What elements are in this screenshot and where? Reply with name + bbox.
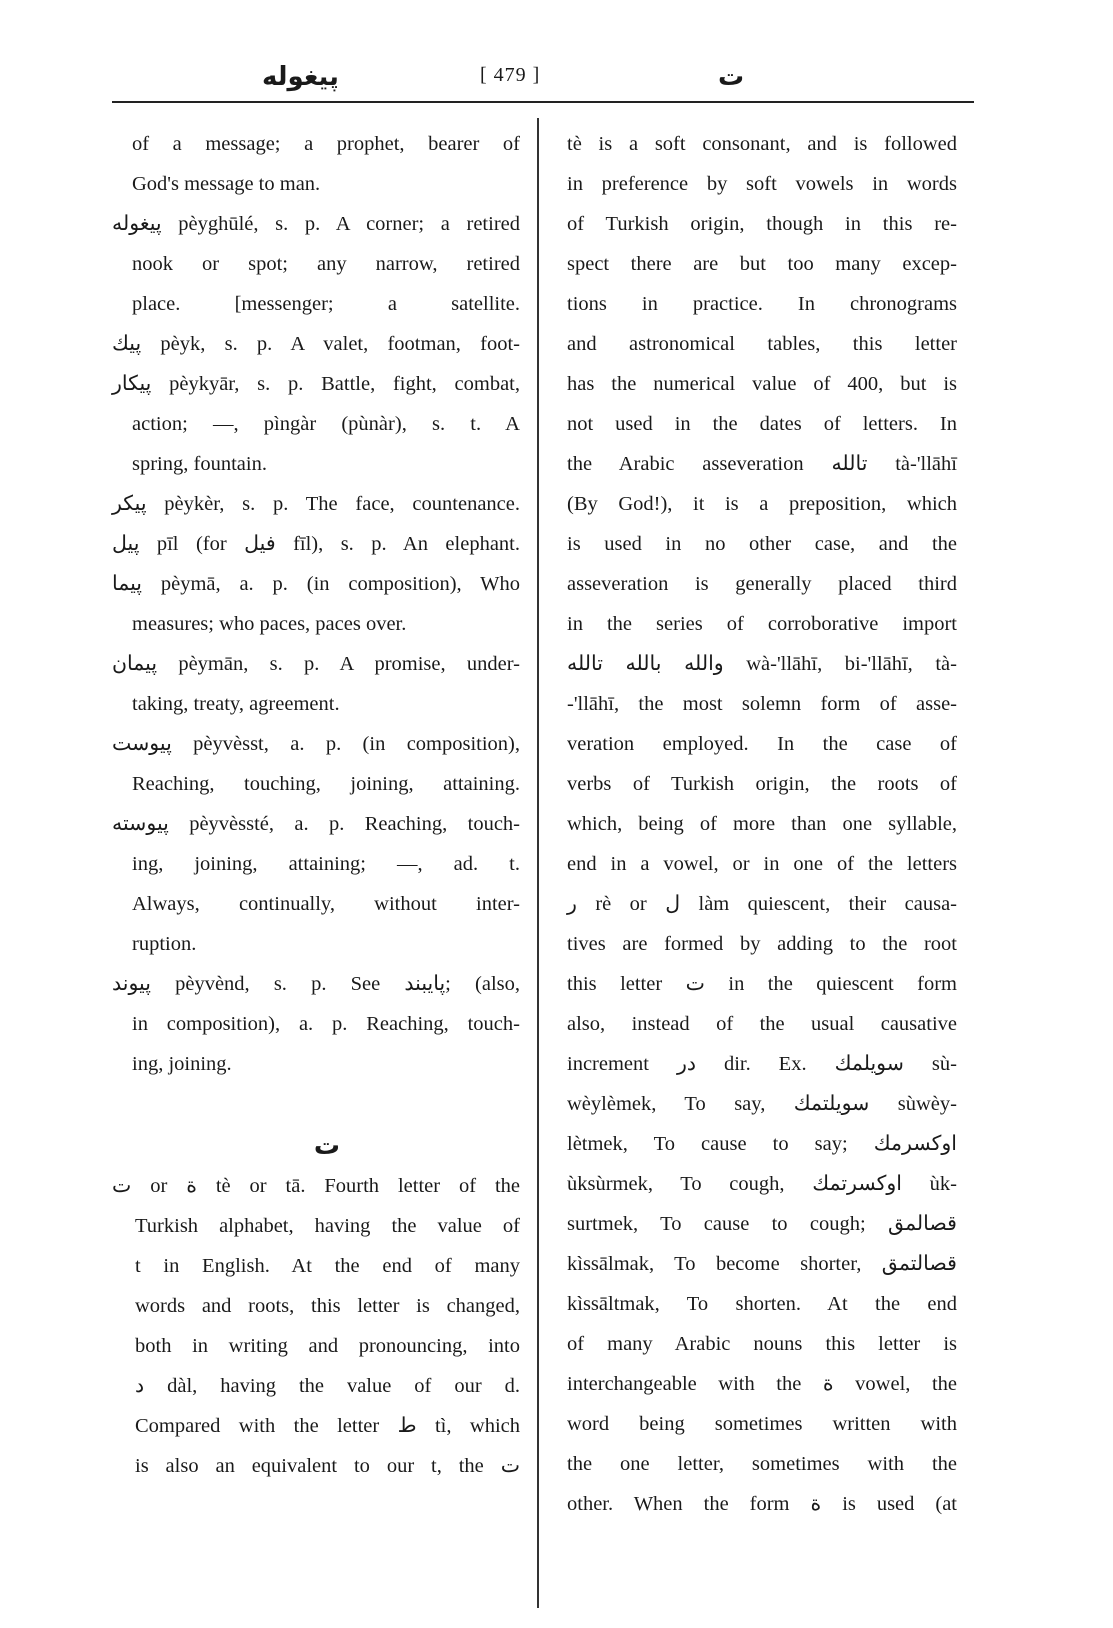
section-heading: ت bbox=[313, 1131, 341, 1161]
entry-line: پیوست pèyvèsst, a. p. (in composition), bbox=[112, 733, 520, 755]
text-line: the Arabic asseveration تالله tà-'llāhī bbox=[567, 453, 957, 475]
text-line: the one letter, sometimes with the bbox=[567, 1453, 957, 1475]
text-line: this letter ت in the quiescent form bbox=[567, 973, 957, 995]
text-line: God's message to man. bbox=[132, 173, 321, 195]
entry-line: پیكر pèykèr, s. p. The face, countenance. bbox=[112, 493, 520, 515]
text-line: (By God!), it is a preposition, which bbox=[567, 493, 957, 515]
text-line: has the numerical value of 400, but is bbox=[567, 373, 957, 395]
text-line: place. [messenger; a satellite. bbox=[132, 293, 520, 315]
text-line: surtmek, To cause to cough; قصالمق bbox=[567, 1213, 957, 1235]
spacer bbox=[112, 1084, 520, 1126]
left-column bbox=[112, 124, 520, 1486]
text-line: in the series of corroborative import bbox=[567, 613, 957, 635]
text-line: tions in practice. In chronograms bbox=[567, 293, 957, 315]
text-line: action; —, pìngàr (pùnàr), s. t. A bbox=[132, 413, 520, 435]
text-line: lètmek, To cause to say; اوكسرمك bbox=[567, 1133, 957, 1155]
text-line: of many Arabic nouns this letter is bbox=[567, 1333, 957, 1355]
right-column bbox=[567, 124, 957, 1524]
entry-line: پیوند pèyvènd, s. p. See پایبند; (also, bbox=[112, 973, 520, 995]
text-line: is also an equivalent to our t, the ت bbox=[135, 1455, 520, 1477]
text-line: words and roots, this letter is changed, bbox=[135, 1295, 520, 1317]
text-line: kìssāltmak, To shorten. At the end bbox=[567, 1293, 957, 1315]
text-line: ruption. bbox=[132, 933, 197, 955]
text-line: and astronomical tables, this letter bbox=[567, 333, 957, 355]
text-line: verbs of Turkish origin, the roots of bbox=[567, 773, 957, 795]
text-line: asseveration is generally placed third bbox=[567, 573, 957, 595]
text-line: in preference by soft vowels in words bbox=[567, 173, 957, 195]
entry-line: پیل pīl (for فیل fīl), s. p. An elephant. bbox=[112, 533, 520, 555]
text-line: increment در dir. Ex. سویلمك sù- bbox=[567, 1053, 957, 1075]
text-line: kìssālmak, To become shorter, قصالتمق bbox=[567, 1253, 957, 1275]
entry-line: پیك pèyk, s. p. A valet, footman, foot- bbox=[112, 333, 520, 355]
text-line: of Turkish origin, though in this re- bbox=[567, 213, 957, 235]
entry-line: پیما pèymā, a. p. (in composition), Who bbox=[112, 573, 520, 595]
text-line: taking, treaty, agreement. bbox=[132, 693, 340, 715]
text-line: is used in no other case, and the bbox=[567, 533, 957, 555]
text-line: wèylèmek, To say, سویلتمك sùwèy- bbox=[567, 1093, 957, 1115]
page-header bbox=[112, 58, 972, 98]
text-line: Turkish alphabet, having the value of bbox=[135, 1215, 520, 1237]
text-line: ing, joining. bbox=[132, 1053, 232, 1075]
text-line: Reaching, touching, joining, attaining. bbox=[132, 773, 520, 795]
text-line: Compared with the letter ط tì, which bbox=[135, 1415, 520, 1437]
text-line: not used in the dates of letters. In bbox=[567, 413, 957, 435]
text-line: other. When the form ة is used (at bbox=[567, 1493, 957, 1515]
text-line: end in a vowel, or in one of the letters bbox=[567, 853, 957, 875]
entry-line: پیمان pèymān, s. p. A promise, under- bbox=[112, 653, 520, 675]
text-line: t in English. At the end of many bbox=[135, 1255, 520, 1277]
column-divider bbox=[537, 118, 539, 1608]
header-left-catchword: پیغوله bbox=[262, 62, 339, 92]
text-line: which, being of more than one syllable, bbox=[567, 813, 957, 835]
text-line: nook or spot; any narrow, retired bbox=[132, 253, 520, 275]
text-line: والله بالله تالله wà-'llāhī, bi-'llāhī, tà- bbox=[567, 653, 957, 675]
text-line: ر rè or ل làm quiescent, their causa- bbox=[567, 893, 957, 915]
text-line: both in writing and pronouncing, into bbox=[135, 1335, 520, 1357]
text-line: د dàl, having the value of our d. bbox=[135, 1375, 520, 1397]
text-line: ing, joining, attaining; —, ad. t. bbox=[132, 853, 520, 875]
entry-line: پیكار pèykyār, s. p. Battle, fight, combat, bbox=[112, 373, 520, 395]
entry-line: پیوسته pèyvèssté, a. p. Reaching, touch- bbox=[112, 813, 520, 835]
header-rule bbox=[112, 101, 974, 103]
entry-line: پیغوله pèyghūlé, s. p. A corner; a retired bbox=[112, 213, 520, 235]
text-line: interchangeable with the ة vowel, the bbox=[567, 1373, 957, 1395]
text-line: word being sometimes written with bbox=[567, 1413, 957, 1435]
text-line: of a message; a prophet, bearer of bbox=[132, 133, 520, 155]
text-line: spect there are but too many excep- bbox=[567, 253, 957, 275]
text-line: tè is a soft consonant, and is followed bbox=[567, 133, 957, 155]
text-line: also, instead of the usual causative bbox=[567, 1013, 957, 1035]
text-line: veration employed. In the case of bbox=[567, 733, 957, 755]
header-right-letter: ت bbox=[718, 62, 745, 92]
entry-line: ت or ة tè or tā. Fourth letter of the bbox=[112, 1175, 520, 1197]
text-line: measures; who paces, paces over. bbox=[132, 613, 407, 635]
text-line: -'llāhī, the most solemn form of asse- bbox=[567, 693, 957, 715]
text-line: ùksùrmek, To cough, اوكسرتمك ùk- bbox=[567, 1173, 958, 1195]
text-line: Always, continually, without inter- bbox=[132, 893, 520, 915]
page-number: [ 479 ] bbox=[480, 64, 541, 86]
text-line: tives are formed by adding to the root bbox=[567, 933, 957, 955]
text-line: in composition), a. p. Reaching, touch- bbox=[132, 1013, 520, 1035]
text-line: spring, fountain. bbox=[132, 453, 267, 475]
